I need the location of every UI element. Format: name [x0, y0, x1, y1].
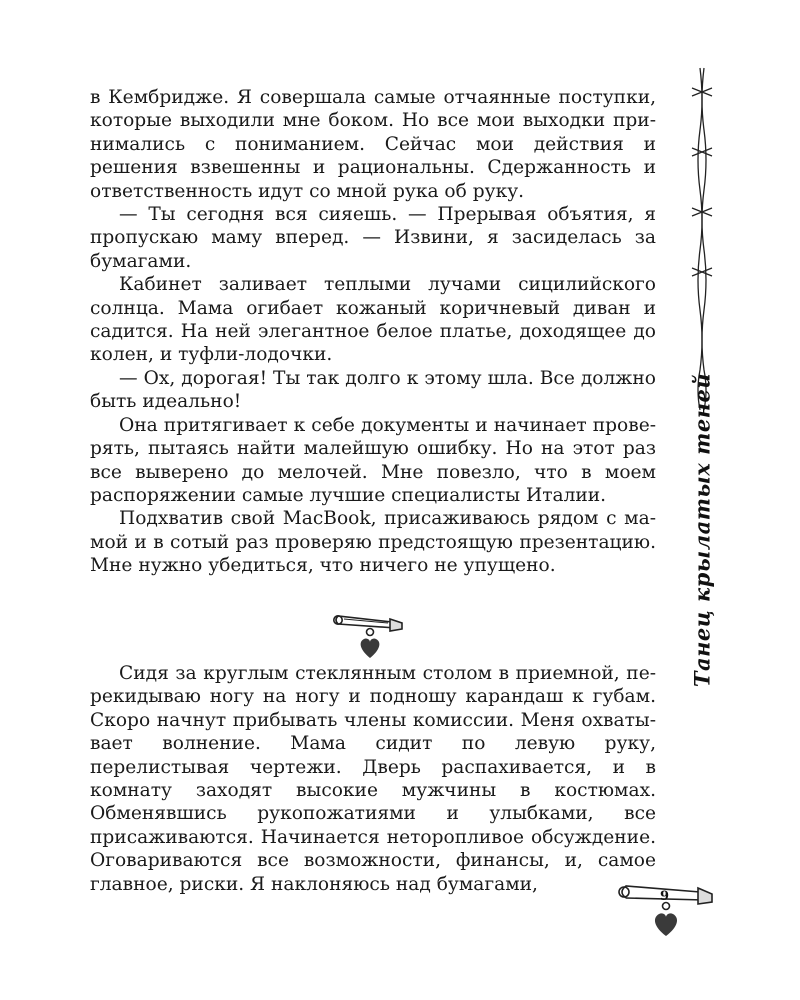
safety-pin-heart-icon — [612, 876, 722, 940]
paragraph: Она притягивает к себе документы и начинает проверять, пытаясь найти малейшую ошибку. Но на этот раз все выверено до мелочей. Мне повезло, что в моем распоряжении самые лучшие специалисты Италии. — [90, 414, 656, 506]
safety-pin-heart-ornament — [330, 602, 410, 662]
paragraph: Кабинет заливает теплыми лучами сицилийского солнца. Мама огибает кожаный коричневый диван и садится. На ней элегантное белое платье, доходящее до колен, и туфли-лодочки. — [90, 274, 656, 366]
paragraph: — Ты сегодня вся сияешь. — Прерывая объятия, я пропускаю маму вперед. — Извини, я засиделась за бумагами. — [90, 204, 656, 272]
main-text-block-1 — [90, 86, 656, 578]
paragraph: Подхватив свой MacBook, присаживаюсь рядом с мамой и в сотый раз проверяю предстоящую презентацию. Мне нужно убедиться, что ничего не упущено. — [90, 508, 656, 577]
paragraph: Сидя за круглым стеклянным столом в приемной, перекидываю ногу на ногу и подношу карандаш к губам. Скоро начнут прибывать члены комиссии. Меня охватывает волнение. Мама сидит по левую руку, перелистывая чертежи. Дверь распахивается, и в комнату заходят высокие мужчины в костюмах. Обменявшись рукопожатиями и улыбками, все присаживаются. Начинается неторопливое обсуждение. Оговариваются все возможности, финансы, и, самое главное, риски. Я наклоняюсь над бумагами, — [90, 663, 656, 895]
main-text-block-2 — [90, 662, 656, 896]
book-title: Танец крылатых теней — [689, 372, 715, 688]
page-number: 9 — [660, 889, 670, 904]
paragraph: — Ох, дорогая! Ты так долго к этому шла. Все должно быть идеально! — [90, 367, 656, 413]
running-title-sidebar — [680, 60, 724, 700]
paragraph: в Кембридже. Я совершала самые отчаянные поступки, которые выходили мне боком. Но все мои выходки принимались с пониманием. Сейчас мои действия и решения взвешенны и рациональны. Сдержанность и ответственность идут со мной рука об руку. — [90, 87, 656, 202]
page-number-ornament — [612, 876, 722, 940]
